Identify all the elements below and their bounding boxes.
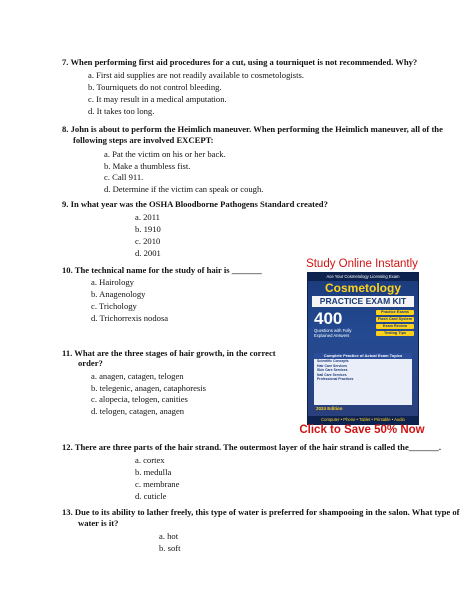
book-title: Cosmetology [324,281,401,295]
question-text: In what year was the OSHA Bloodborne Pathogens Standard created? [70,199,328,209]
option-11c: c. alopecia, telogen, canities [91,394,188,404]
question-text: There are three parts of the hair strand. The outermost layer of the hair strand is called the_______. [74,442,441,452]
book-badge: Practice Exams [376,310,414,315]
option-12c: c. membrane [135,479,180,489]
book-sub-text: Questions with Fully Explained Answers [314,328,352,339]
question-11-line2: order? [78,358,103,368]
option-10c: c. Trichology [91,301,137,311]
question-13 [62,507,467,518]
book-pane-header: Complete Practice of Actual Exam Topics [314,353,412,359]
book-badge: Flash Card System [377,317,413,321]
book-topic-label: Scientific Concepts [317,359,349,363]
book-topic-row [314,377,412,382]
option-8c: c. Call 911. [104,172,144,182]
question-text: Due to its ability to lather freely, this type of water is preferred for shampooing in the salon. What type of [74,507,460,517]
question-10 [62,265,292,276]
option-9d: d. 2001 [135,248,161,258]
study-online-ad[interactable] [296,258,428,438]
question-text: The technical name for the study of hair is _______ [74,265,262,275]
book-subtitle: PRACTICE EXAM KIT [312,296,414,307]
book-badge: Exam Review [376,324,414,329]
book-edition: 2024 Edition [316,406,343,411]
question-number: 8. [62,124,69,134]
option-9c: c. 2010 [135,236,161,246]
option-10a: a. Hairology [91,277,134,287]
option-8a: a. Pat the victim on his or her back. [104,149,226,159]
book-badges [376,310,414,338]
question-7 [62,57,462,68]
book-footer: Computer • Phone • Tablet • Printable • Audio [308,416,418,424]
option-10d: d. Trichorrexis nodosa [91,313,169,323]
option-12a: a. cortex [135,455,165,465]
question-number: 12. [62,442,73,452]
question-number: 7. [62,57,69,67]
question-8 [62,124,467,135]
option-12d: d. cuticle [135,491,167,501]
practice-exam-book-cover[interactable] [307,272,419,425]
question-text: John is about to perform the Heimlich maneuver. When performing the Heimlich maneuver, all of the [70,124,443,134]
book-strip: Ace Your Cosmetology Licensing Exam [308,273,418,281]
option-7c: c. It may result in a medical amputation. [88,94,227,104]
question-number: 9. [62,199,69,209]
book-question-count: 400 [314,309,343,328]
book-topics-pane [314,353,412,405]
question-13-line2: water is it? [78,518,119,528]
option-12b: b. medulla [135,467,172,477]
book-topic-label: Nail Care Services [317,372,347,377]
option-8d: d. Determine if the victim can speak or cough. [104,184,264,194]
question-8-line2: following steps are involved EXCEPT: [73,135,214,145]
book-topic-label: Skin Care Services [317,368,348,373]
question-text: When performing first aid procedures for a cut, using a tourniquet is not recommended. Why? [70,57,418,67]
save-now-link[interactable]: Click to Save 50% Now [299,424,425,436]
book-topic-label: Professional Practices [317,377,354,382]
book-topic-label: Hair Care Services [317,363,347,368]
question-number: 13. [62,507,73,517]
option-10b: b. Anagenology [91,289,146,299]
question-text: What are the three stages of hair growth, in the correct [74,348,276,358]
question-12 [62,442,467,453]
option-7a: a. First aid supplies are not readily available to cosmetologists. [88,70,304,80]
option-13b: b. soft [159,543,181,553]
option-9b: b. 1910 [135,224,161,234]
book-badge: Testing Tips [376,331,414,336]
option-11b: b. telegenic, anagen, cataphoresis [91,383,207,393]
option-9a: a. 2011 [135,212,160,222]
ad-top-text[interactable]: Study Online Instantly [306,258,418,270]
option-11a: a. anagen, catagen, telogen [91,371,184,381]
option-7b: b. Tourniquets do not control bleeding. [88,82,222,92]
option-8b: b. Make a thumbless fist. [104,161,191,171]
option-11d: d. telogen, catagen, anagen [91,406,185,416]
question-9 [62,199,462,210]
question-number: 11. [62,348,73,358]
question-number: 10. [62,265,73,275]
option-7d: d. It takes too long. [88,106,155,116]
option-13a: a. hot [159,531,179,541]
